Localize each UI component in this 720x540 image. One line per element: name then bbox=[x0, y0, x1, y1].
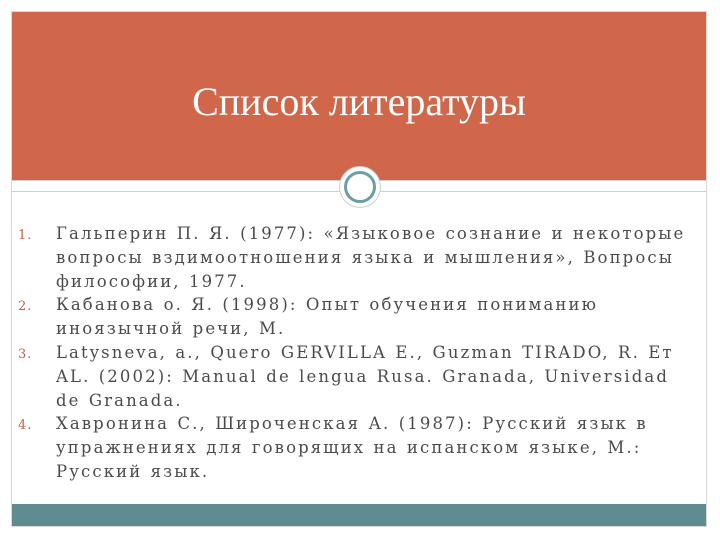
footer-band bbox=[12, 504, 706, 526]
reference-list bbox=[18, 222, 698, 484]
reference-item bbox=[18, 222, 698, 293]
reference-text: Хавронина С., Широченская А. (1987): Русский язык в упражнениях для говорящих на испанском языке, М.: Русский язык. bbox=[56, 414, 648, 481]
ornament-ring bbox=[344, 171, 376, 203]
reference-item bbox=[18, 412, 698, 483]
reference-text: Гальперин П. Я. (1977): «Языковое сознание и некоторые вопросы вздимоотношения языка и мышления», Вопросы философии, 1977. bbox=[56, 224, 686, 291]
reference-text: Кабанова о. Я. (1998): Опыт обучения пониманию иноязычной речи, М. bbox=[56, 295, 599, 339]
reference-number: 3. bbox=[18, 346, 33, 362]
slide-title: Список литературы bbox=[192, 79, 526, 124]
reference-number: 1. bbox=[18, 228, 33, 243]
reference-number: 4. bbox=[18, 418, 33, 434]
reference-item bbox=[18, 293, 698, 341]
reference-number: 2. bbox=[18, 299, 33, 315]
reference-text: Latysneva, a., Quero GERVILLA E., Guzman TIRADO, R. Ет AL. (2002): Manual de lengua Rusa. Granada, Universidad de Granada. bbox=[56, 342, 674, 410]
reference-item bbox=[18, 341, 698, 412]
circle-ornament-icon bbox=[339, 166, 381, 208]
